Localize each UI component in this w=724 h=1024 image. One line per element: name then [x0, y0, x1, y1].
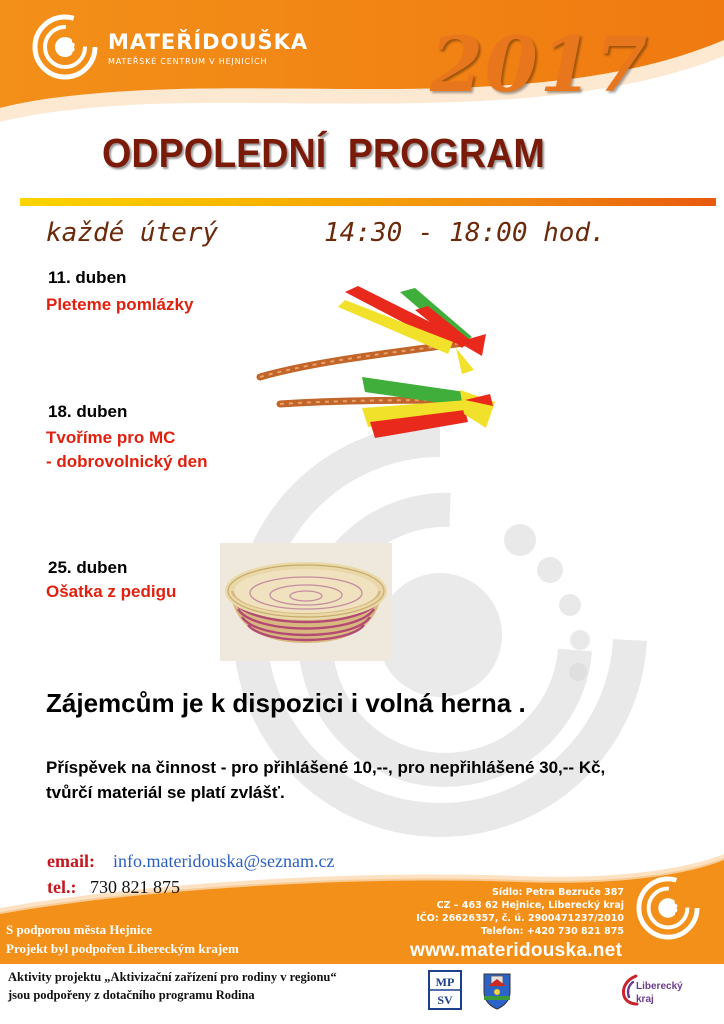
address-line: Telefon: +420 730 821 875 [480, 926, 624, 937]
address-line: IČO: 26626357, č. ú. 2900471237/2010 [416, 913, 624, 924]
address-line: CZ – 463 62 Hejnice, Liberecký kraj [436, 900, 624, 911]
email-link[interactable]: info.materidouska@seznam.cz [113, 851, 335, 871]
event-title: Pleteme pomlázky [46, 295, 194, 314]
event-date: 18. duben [48, 402, 128, 421]
easter-whip-image [250, 282, 510, 447]
support-line: S podporou města Hejnice [6, 922, 153, 937]
event-title: Ošatka z pedigu [46, 582, 177, 601]
mpsv-logo-text: SV [437, 993, 453, 1007]
kraj-logo-text: kraj [636, 994, 654, 1005]
logo-swirl-icon [32, 14, 98, 80]
hejnice-coat-of-arms-icon [482, 970, 512, 1010]
logo-subtitle: MATEŘSKÉ CENTRUM V HEJNICÍCH [108, 57, 268, 66]
address-line: Sídlo: Petra Bezruče 387 [491, 887, 624, 898]
program-title: ODPOLEDNÍ PROGRAM [102, 130, 545, 176]
event-date: 25. duben [48, 558, 128, 577]
kraj-logo-text: Liberecký [636, 981, 683, 992]
schedule-time: 14:30 - 18:00 hod. [324, 218, 606, 248]
event-date: 11. duben [48, 268, 127, 287]
footer-logo-swirl-icon [636, 876, 700, 940]
event-title: Tvoříme pro MC [46, 428, 176, 447]
mpsv-logo-icon [428, 970, 462, 1010]
bottom-text-line: Aktivity projektu „Aktivizační zařízení pro rodiny v regionu“ [8, 970, 337, 984]
divider [20, 198, 716, 206]
logo-title: MATEŘÍDOUŠKA [108, 30, 309, 54]
mpsv-logo-text: MP [435, 975, 455, 989]
schedule-day: každé úterý [46, 218, 219, 248]
fee-line: tvůrčí materiál se platí zvlášť. [46, 783, 285, 802]
phone-number: 730 821 875 [90, 877, 180, 897]
event-title: - dobrovolnický den [46, 452, 208, 471]
website-link[interactable]: www.materidouska.net [410, 940, 623, 961]
support-line: Projekt byl podpořen Libereckým krajem [6, 941, 239, 956]
wicker-basket-image [220, 543, 392, 661]
bottom-text-line: jsou podpořeny z dotačního programu Rodina [8, 988, 255, 1002]
year: 2017 [430, 20, 650, 109]
email-label: email: [47, 851, 95, 871]
phone-label: tel.: [47, 877, 77, 897]
playroom-note: Zájemcům je k dispozici i volná herna . [46, 688, 526, 718]
fee-line: Příspěvek na činnost - pro přihlášené 10,--, pro nepřihlášené 30,-- Kč, [46, 758, 606, 777]
